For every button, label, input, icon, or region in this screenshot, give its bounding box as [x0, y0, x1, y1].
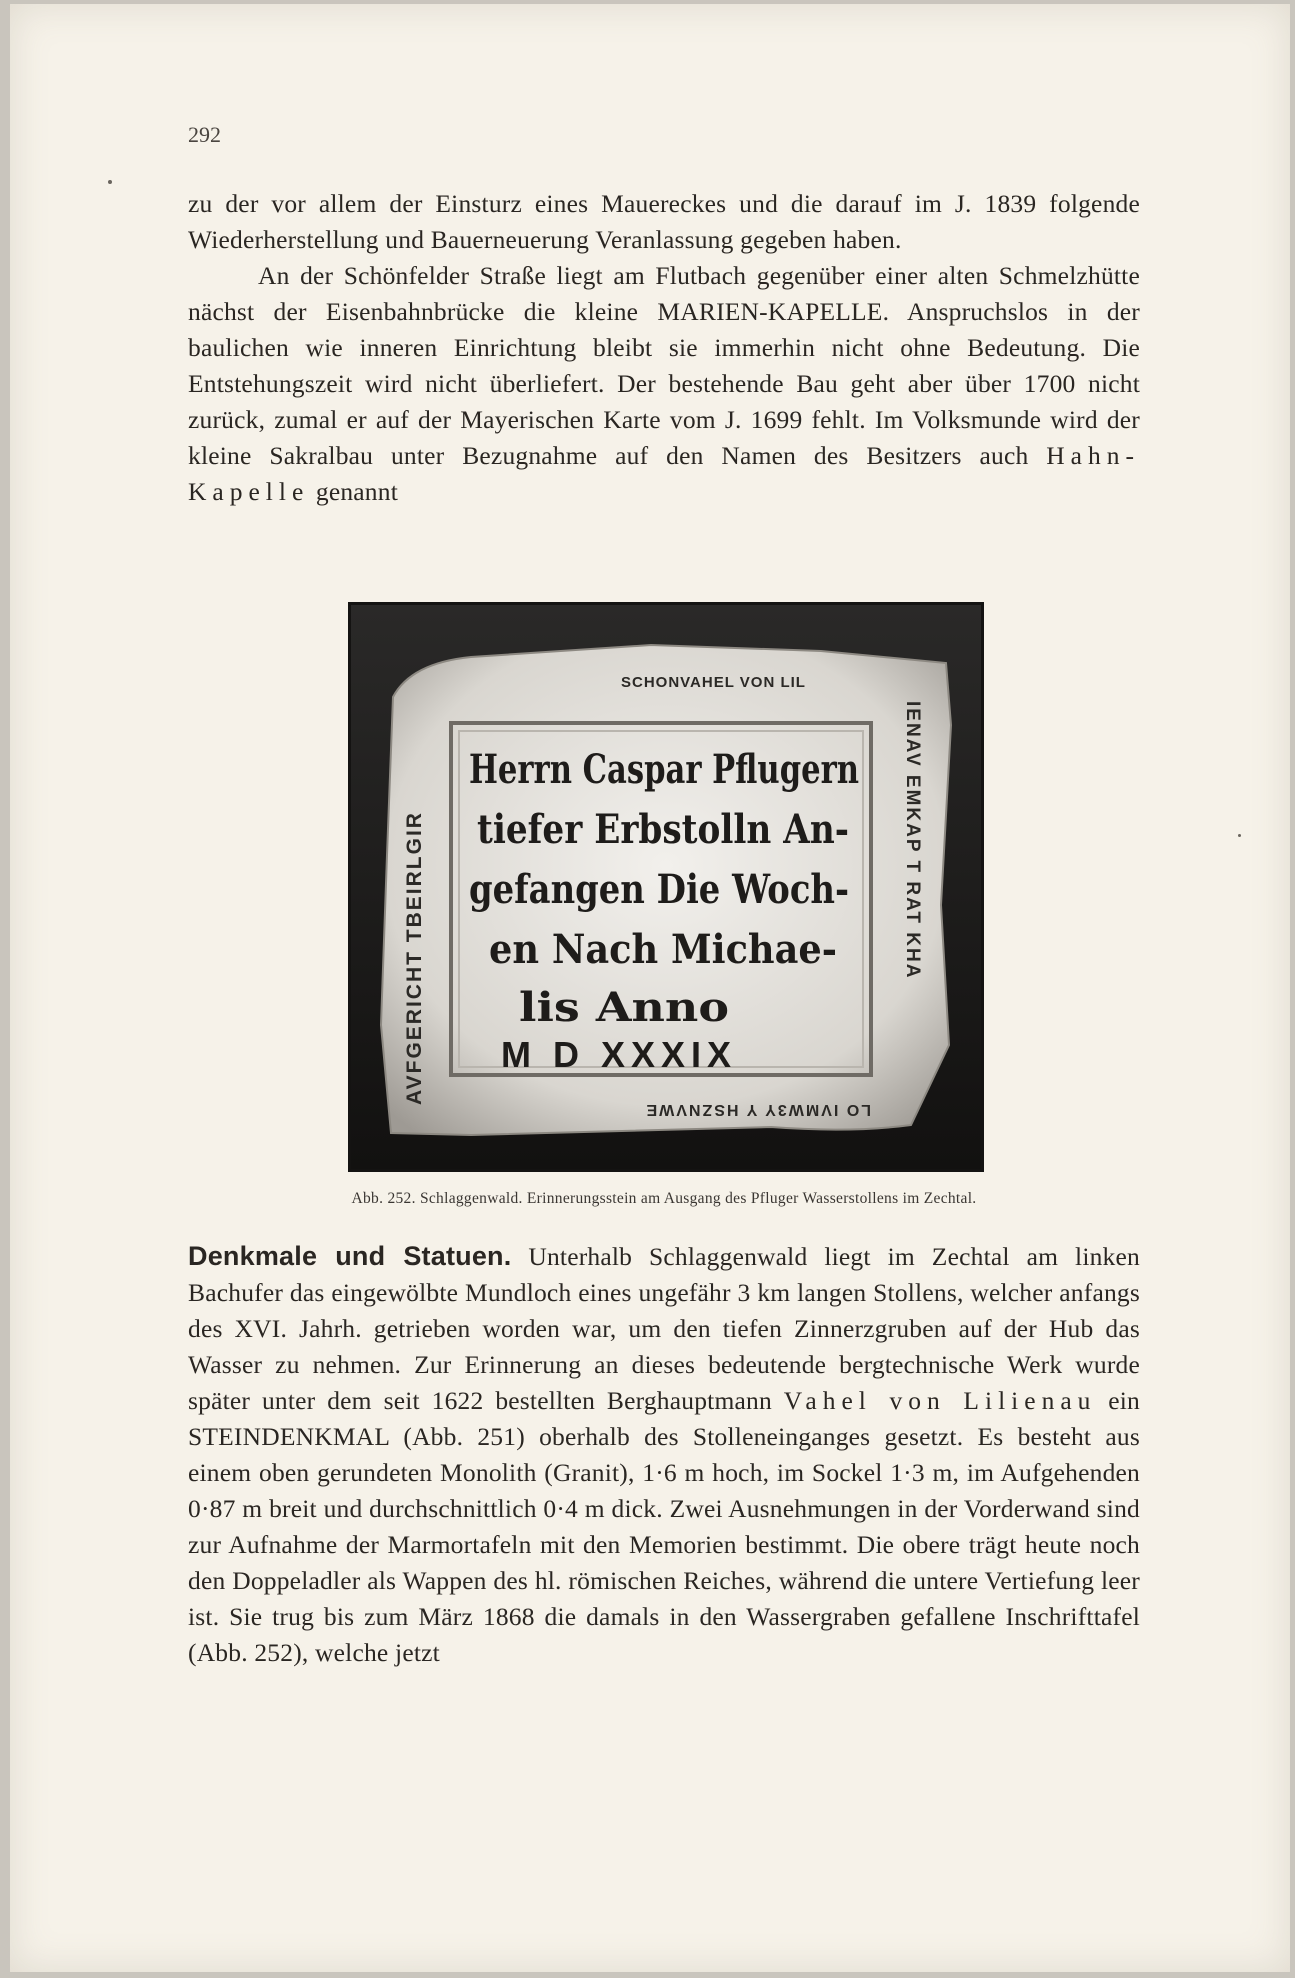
print-speck [1238, 834, 1241, 837]
spaced-name: Hahn-Kapelle [188, 441, 1140, 506]
paragraph-text-end: ein STEINDENKMAL (Abb. 251) oberhalb des Stolleneinganges gesetzt. Es besteht aus einem oben gerundeten Monolith (Granit), 1·6 m hoch, im Sockel 1·3 m, im Aufgehenden 0·87 m breit und durchschnittlich 0·4 m dick. Zwei Ausnehmungen in der Vorderwand sind zur Aufnahme der Marmortafeln mit den Memorien bestimmt. Die obere trägt heute noch den Doppeladler als Wappen des hl. römischen Reiches, während die untere Vertiefung leer ist. Sie trug bis zum März 1868 die damals in den Wassergraben gefallene Inschrifttafel (Abb. 252), welche jetzt [188, 1386, 1141, 1667]
inscription-line-3: gefangen Die Woch- [469, 866, 849, 913]
section-heading: Denkmale und Statuen. [188, 1241, 512, 1271]
paragraph-text-end: genannt [309, 477, 398, 506]
top-text-block [188, 186, 1140, 510]
inscription-line-2: tiefer Erbstolln An- [477, 806, 849, 853]
stone-photo [351, 605, 981, 1169]
paragraph-denkmale [188, 1238, 1140, 1671]
stone-border-top-text: SCHONVAHEL VON LIL [621, 674, 806, 691]
spaced-name: Vahel von Lilienau [783, 1386, 1097, 1415]
bottom-text-block [188, 1238, 1140, 1671]
inscription-line-6: M D XXXIX [501, 1034, 738, 1075]
stone-border-bottom-text: LO IVMW3Y Y HSZNVWE [644, 1101, 871, 1118]
paragraph-continuation: zu der vor allem der Einsturz eines Mauereckes und die darauf im J. 1839 folgende Wiederherstellung und Bauerneuerung Veranlassung gegeben haben. [188, 189, 1140, 254]
figure-memorial-stone [348, 602, 984, 1172]
book-page [10, 4, 1290, 1972]
inscription-line-1: Herrn Caspar Pflugern [469, 746, 859, 793]
paragraph-text: Unterhalb Schlaggenwald liegt im Zechtal am linken Bachufer das eingewölbte Mundloch eines ungefähr 3 km langen Stollens, welcher anfangs des XVI. Jahrh. getrieben worden war, um den tiefen Zinnerzgruben auf der Hub das Wasser zu nehmen. Zur Erinnerung an dieses bedeutende bergtechnische Werk wurde später unter dem seit 1622 bestellten Berghauptmann [188, 1242, 1140, 1415]
stone-border-left-text: AVFGERICHT TBEIRLGIR [403, 811, 426, 1105]
inscription-line-5: lis Anno [519, 984, 729, 1031]
page-number: 292 [188, 122, 221, 147]
print-speck [108, 180, 112, 184]
stone-border-right-text: IENAV EMKAP T RAT KHA [902, 701, 923, 980]
figure-caption: Abb. 252. Schlaggenwald. Erinnerungsstein am Ausgang des Pfluger Wasserstollens im Zechtal. [351, 1190, 977, 1207]
paragraph-marien-kapelle [188, 258, 1140, 510]
inscription-line-4: en Nach Michae- [489, 926, 837, 973]
paragraph-text: An der Schönfelder Straße liegt am Flutbach gegenüber einer alten Schmelzhütte nächst der Eisenbahnbrücke die kleine MARIEN-KAPELLE. Anspruchslos in der baulichen wie inneren Einrichtung bleibt sie immerhin nicht ohne Bedeutung. Die Entstehungszeit wird nicht überliefert. Der bestehende Bau geht aber über 1700 nicht zurück, zumal er auf der Mayerischen Karte vom J. 1699 fehlt. Im Volksmunde wird der kleine Sakralbau unter Bezugnahme auf den Namen des Besitzers auch [188, 261, 1140, 470]
